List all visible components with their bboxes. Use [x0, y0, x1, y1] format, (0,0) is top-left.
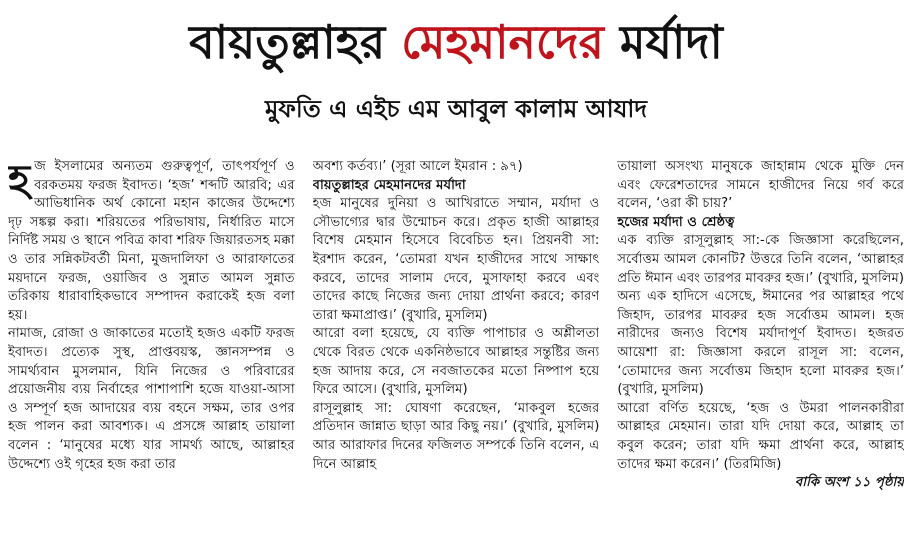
- paragraph: আরো বলা হয়েছে, যে ব্যক্তি পাপাচার ও অশ্লীলতা থেকে বিরত থেকে একনিষ্ঠভাবে আল্লাহর সন্তুষ্টির জন্য হজ আদায় করে, সে নবজাতকের মতো নিষ্পাপ হয়ে ফিরে আসে। (বুখারি, মুসলিম): [312, 326, 600, 398]
- continued-note: বাকি অংশ ১১ পৃষ্ঠায়: [794, 475, 904, 491]
- paragraph: অবশ্য কর্তব্য।’ (সূরা আলে ইমরান : ৯৭): [312, 159, 523, 174]
- paragraph: তায়ালা অসংখ্য মানুষকে জাহান্নাম থেকে মুক্তি দেন এবং ফেরেশতাদের সামনে হাজীদের নিয়ে গর্ব করে বলেন, ‘ওরা কী চায়?’: [617, 159, 904, 212]
- section-subhead: হজের মর্যাদা ও শ্রেষ্ঠত্ব: [617, 214, 735, 230]
- paragraph: [8, 158, 295, 325]
- headline: [0, 12, 912, 72]
- headline-part-1: বায়তুল্লাহর: [189, 15, 402, 69]
- drop-cap: হ: [8, 158, 31, 204]
- paragraph: আরো বর্ণিত হয়েছে, ‘হজ ও উমরা পালনকারীরা আল্লাহর মেহমান। তারা যদি দোয়া করে, আল্লাহ তা কবুল করেন; তারা যদি ক্ষমা প্রার্থনা করে, আল্লাহ তাদের ক্ষমা করেন।’ (তিরমিজি): [617, 400, 904, 472]
- paragraph-text: জ ইসলামের অন্যতম গুরুত্বপূর্ণ, তাৎপর্যপূর্ণ ও বরকতময় ফরজ ইবাদত। ‘হজ’ শব্দটি আরবি; এর আভিধানিক অর্থ কোনো মহান কাজের উদ্দেশ্যে দৃঢ় সঙ্কল্প করা। শরিয়তের পরিভাষায়, নির্ধারিত মাসে নির্দিষ্ট সময় ও স্থানে পবিত্র কাবা শরিফ জিয়ারতসহ মক্কা ও তার সন্নিকটবর্তী মিনা, মুজদালিফা ও আরাফাতের ময়দানে ফরজ, ওয়াজিব ও সুন্নাত আমল সুন্নাত তরিকায় ধারাবাহিকভাবে সম্পাদন করাকেই হজ বলা হয়।: [8, 159, 295, 323]
- paragraph: রাসূলুল্লাহ সা: ঘোষণা করেছেন, ‘মাকবুল হজের প্রতিদান জান্নাত ছাড়া আর কিছু নয়।’ (বুখারি, মুসলিম) আর আরাফার দিনের ফজিলত সম্পর্কে তিনি বলেন, এ দিনে আল্লাহ: [312, 400, 600, 472]
- headline-part-3: মর্যাদা: [603, 15, 723, 69]
- byline: মুফতি এ এইচ এম আবুল কালাম আযাদ: [265, 95, 647, 123]
- headline-part-2: মেহমানদের: [401, 15, 604, 69]
- article-body: [8, 158, 904, 550]
- column-1: [8, 158, 295, 550]
- paragraph: এক ব্যক্তি রাসূলুল্লাহ সা:-কে জিজ্ঞাসা করেছিলেন, সর্বোত্তম আমল কোনটি? উত্তরে তিনি বলেন, ‘আল্লাহর প্রতি ঈমান এবং তারপর মাবরুর হজ।’ (বুখারি, মুসলিম) অন্য এক হাদিসে এসেছে, ঈমানের পর আল্লাহর পথে জিহাদ, তারপর মাবরুর হজ সর্বোত্তম আমল। হজ নারীদের জন্যও বিশেষ মর্যাদাপূর্ণ ইবাদত। হজরত আয়েশা রা: জিজ্ঞাসা করলে রাসূল সা: বলেন, ‘তোমাদের জন্য সর্বোত্তম জিহাদ হলো মাবরুর হজ।’ (বুখারি, মুসলিম): [617, 233, 904, 398]
- paragraph: নামাজ, রোজা ও জাকাতের মতোই হজও একটি ফরজ ইবাদত। প্রত্যেক সুস্থ, প্রাপ্তবয়স্ক, জ্ঞানসম্পন্ন ও সামর্থ্যবান মুসলমান, যিনি নিজের ও পরিবারের প্রয়োজনীয় ব্যয় নির্বাহের পাশাপাশি হজে যাওয়া-আসা ও সম্পূর্ণ হজ আদায়ের ব্যয় বহনে সক্ষম, তার ওপর হজ পালন করা আবশ্যক। এ প্রসঙ্গে আল্লাহ তায়ালা বলেন : ‘মানুষের মধ্যে যার সামর্থ্য আছে, আল্লাহর উদ্দেশ্যে ওই গৃহের হজ করা তার: [8, 326, 295, 472]
- paragraph: হজ মানুষের দুনিয়া ও আখিরাতে সম্মান, মর্যাদা ও সৌভাগ্যের দ্বার উন্মোচন করে। প্রকৃত হাজী আল্লাহর বিশেষ মেহমান হিসেবে বিবেচিত হন। প্রিয়নবী সা: ইরশাদ করেন, ‘তোমরা যখন হাজীদের সাথে সাক্ষাৎ করবে, তাদের সালাম দেবে, মুসাফাহা করবে এবং তাদের কাছে নিজের জন্য দোয়া প্রার্থনা করবে; কারণ তারা ক্ষমাপ্রাপ্ত।’ (বুখারি, মুসলিম): [312, 196, 600, 323]
- column-2: [313, 158, 600, 550]
- column-3: [617, 158, 904, 550]
- section-subhead: বায়তুল্লাহর মেহমানদের মর্যাদা: [312, 177, 466, 193]
